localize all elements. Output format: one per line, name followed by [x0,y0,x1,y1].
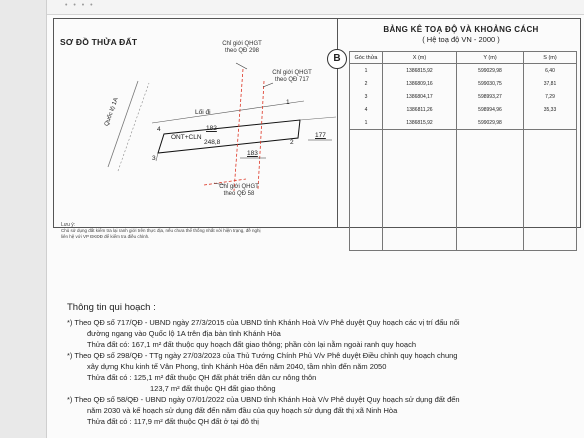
decision-298-area: 123,7 m² đất thuộc QH đất giao thông [150,384,276,393]
neighbor-line [156,153,158,161]
path-label: Lối đi [195,109,211,116]
decision-298-area: Thửa đất có : 125,1 m² đất thuộc QH đất phát triển dân cư nông thôn [87,373,317,382]
map-title: SƠ ĐỒ THỬA ĐẤT [60,37,138,47]
col-header: X (m) [383,52,457,64]
coord-table-subtitle: ( Hệ toạ độ VN - 2000 ) [422,35,500,44]
planning-info [67,302,582,427]
cell: 2 [350,77,383,90]
parcel-area: 248,8 [204,139,221,146]
decision-298-line: xây dựng Khu kinh tế Vân Phong, tỉnh Khánh Hòa đến năm 2040, tầm nhìn đến năm 2050 [87,362,387,371]
cell: 1386809,16 [383,77,457,90]
cell: 599029,98 [456,64,523,78]
vertex-2: 2 [290,139,294,146]
cell: 1 [350,116,383,130]
decision-58-area: Thửa đất có : 117,9 m² đất thuộc QH đất ở tại đô thị [87,417,259,426]
cell: 598993,27 [456,90,523,103]
cell: 37,81 [524,77,577,90]
cell: 599029,98 [456,116,523,130]
arrow-298 [236,63,247,69]
decision-58-line: năm 2030 và kế hoạch sử dụng đất đến năm đầu của quy hoạch sử dụng đất thị xã Ninh Hòa [87,406,398,415]
boundary-line-298 [234,69,243,191]
cell: 6,40 [524,64,577,78]
parcel-number: 182 [206,125,217,132]
cell: 1386804,17 [383,90,457,103]
vertex-1: 1 [286,99,290,106]
col-header: S (m) [524,52,577,64]
decision-717-line: đường ngang vào Quốc lộ 1A trên địa bàn tỉnh Khánh Hòa [87,329,281,338]
decision-717-line: *) Theo QĐ số 717/QĐ - UBND ngày 27/3/2015 của UBND tỉnh Khánh Hoà V/v Phê duyệt Quy hoạch các vị trí đấu nối [67,318,460,327]
neighbor-177: 177 [315,132,326,139]
boundary-label-58: Chỉ giới QHGT theo QĐ 58 [219,184,259,197]
cell: 599030,75 [456,77,523,90]
table-row [350,103,577,116]
boundary-label-717: Chỉ giới QHGT theo QĐ 717 [272,70,312,83]
cell: 3 [350,90,383,103]
legend-title: Lưu ý: [61,222,76,228]
neighbor-line [300,117,336,120]
legend-line: liên hệ với VP ĐKĐĐ để kiểm tra điều chỉnh. [61,234,150,239]
cell: 598994,96 [456,103,523,116]
header-strip-marks: • • • • [65,2,95,9]
table-row [350,64,577,78]
cell: 1 [350,64,383,78]
table-row [350,116,577,130]
cell: 1386811,26 [383,103,457,116]
table-filler [350,130,577,251]
vertex-3: 3 [152,155,156,162]
coord-table-header [350,52,577,64]
marker-b: B [327,49,347,69]
zone-label: ONT+CLN [171,134,202,141]
neighbor-183: 183 [247,150,258,157]
legend-note [61,222,321,240]
cell: 35,33 [524,103,577,116]
decision-58-line: *) Theo QĐ số 58/QĐ - UBND ngày 07/01/2022 của UBND tỉnh Khánh Hoà V/v Phê duyệt Quy hoạch sử dụng đất đến [67,395,460,404]
decision-717-area: Thửa đất có: 167,1 m² đất thuộc quy hoạch đất giao thông; phần còn lại nằm ngoài ranh quy hoạch [87,340,416,349]
cell [524,116,577,130]
cell: 7,29 [524,90,577,103]
path-line [152,101,304,123]
cell: 1386815,92 [383,64,457,78]
col-header: Góc thửa [350,52,383,64]
vertex-4: 4 [157,126,161,133]
decision-298-line: *) Theo QĐ số 298/QĐ - TTg ngày 27/03/2023 của Thủ Tướng Chính Phủ V/v Phê duyệt Điều chỉnh quy hoạch chung [67,351,458,360]
parcel-frame [53,18,581,228]
table-row [350,77,577,90]
cell: 1386815,92 [383,116,457,130]
boundary-label-298: Chỉ giới QHGT theo QĐ 298 [222,41,262,54]
cell: 4 [350,103,383,116]
road-label: Quốc lộ 1A [104,97,120,128]
planning-info-title: Thông tin qui hoạch : [67,302,156,313]
coord-table [349,51,577,251]
table-row [350,90,577,103]
boundary-line-717 [258,81,264,189]
road-edge-west [108,81,138,167]
coord-table-title: BẢNG KÊ TOẠ ĐỘ VÀ KHOẢNG CÁCH [383,25,539,34]
road-edge-east [118,83,149,171]
header-strip [47,0,584,15]
col-header: Y (m) [456,52,523,64]
legend-line: Chủ sử dụng đất kiểm tra lại ranh giới trên thực địa, nếu chưa thể thống nhất với hiện trạng, đề nghị [61,228,261,233]
document-sheet [46,0,584,438]
